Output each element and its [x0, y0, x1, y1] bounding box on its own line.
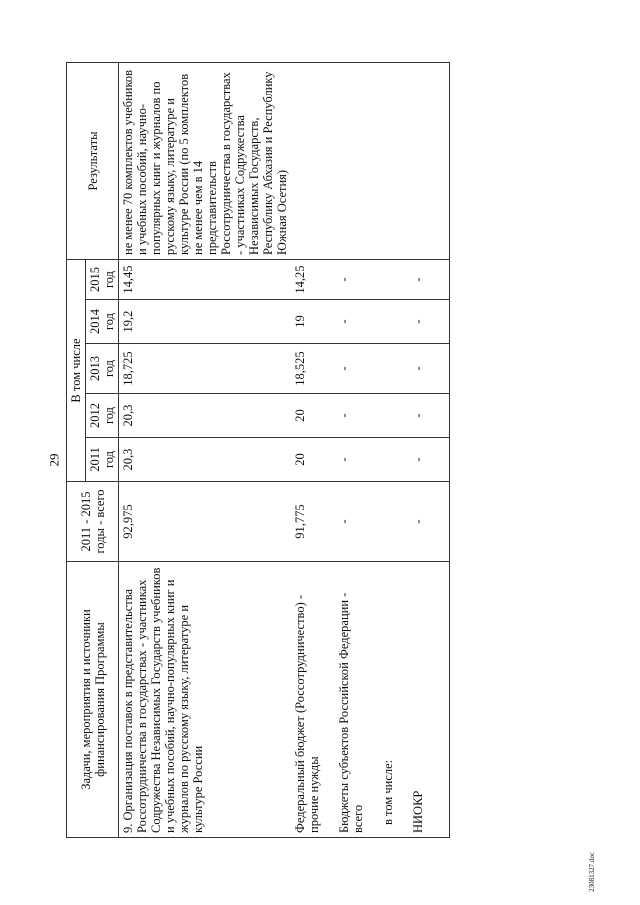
- header-2014: 2014 год: [86, 300, 119, 344]
- value-2012: -: [409, 394, 449, 438]
- document-id: 23081327.doc: [588, 852, 596, 892]
- value-2011: -: [335, 438, 379, 482]
- task-cell: Федеральный бюджет (Россотрудничество) - прочие нужды: [291, 562, 335, 838]
- value-2012: 20: [291, 394, 335, 438]
- total-cell: 92,975: [119, 482, 292, 562]
- table-row: [291, 63, 335, 838]
- table-row: [409, 63, 449, 838]
- value-2011: 20,3: [119, 438, 292, 482]
- header-results: Результаты: [67, 63, 119, 260]
- table-row: [335, 63, 379, 838]
- header-task: Задачи, мероприятия и источники финансирования Программы: [67, 562, 119, 838]
- results-cell: [335, 63, 379, 260]
- task-cell: НИОКР: [409, 562, 449, 838]
- task-cell: в том числе:: [379, 562, 409, 838]
- rotated-table-container: [66, 63, 592, 838]
- value-2014: -: [335, 300, 379, 344]
- header-2013: 2013 год: [86, 344, 119, 394]
- value-2015: -: [409, 260, 449, 300]
- table-row: [379, 63, 409, 838]
- results-cell: [379, 63, 409, 260]
- value-2013: 18,725: [119, 344, 292, 394]
- value-2014: [379, 300, 409, 344]
- value-2012: -: [335, 394, 379, 438]
- value-2014: 19,2: [119, 300, 292, 344]
- results-cell: не менее 70 комплектов учебников и учебных пособий, научно-популярных книг и журналов по русскому языку, литературе и культуре России (по 5 комплектов не менее чем в 14 представительств Россотрудничества в государствах - участниках Содружества Независимых Государств, Республику Абхазия и Республику Южная Осетия): [119, 63, 292, 260]
- value-2013: -: [335, 344, 379, 394]
- value-2013: 18,525: [291, 344, 335, 394]
- value-2015: -: [335, 260, 379, 300]
- total-cell: [379, 482, 409, 562]
- value-2015: 14,25: [291, 260, 335, 300]
- results-cell: [291, 63, 335, 260]
- header-total: 2011 - 2015 годы - всего: [67, 482, 119, 562]
- value-2015: 14,45: [119, 260, 292, 300]
- header-2015: 2015 год: [86, 260, 119, 300]
- header-including: В том числе: [67, 260, 86, 482]
- value-2012: 20,3: [119, 394, 292, 438]
- total-cell: -: [409, 482, 449, 562]
- value-2012: [379, 394, 409, 438]
- value-2015: [379, 260, 409, 300]
- value-2011: [379, 438, 409, 482]
- header-2012: 2012 год: [86, 394, 119, 438]
- header-2011: 2011 год: [86, 438, 119, 482]
- results-cell: [409, 63, 449, 260]
- total-cell: 91,775: [291, 482, 335, 562]
- page-number: 29: [46, 453, 62, 467]
- value-2013: [379, 344, 409, 394]
- value-2013: -: [409, 344, 449, 394]
- value-2011: 20: [291, 438, 335, 482]
- table-row: [119, 63, 292, 838]
- total-cell: -: [335, 482, 379, 562]
- task-cell: 9. Организация поставок в представительства Россотрудничества в государствах - участниках Содружества Независимых Государств учебников и учебных пособий, научно-популярных книг и журналов по русскому языку, литературе и культуре России: [119, 562, 292, 838]
- value-2014: 19: [291, 300, 335, 344]
- task-cell: Бюджеты субъектов Российской Федерации - всего: [335, 562, 379, 838]
- program-table: [66, 62, 450, 838]
- value-2011: -: [409, 438, 449, 482]
- value-2014: -: [409, 300, 449, 344]
